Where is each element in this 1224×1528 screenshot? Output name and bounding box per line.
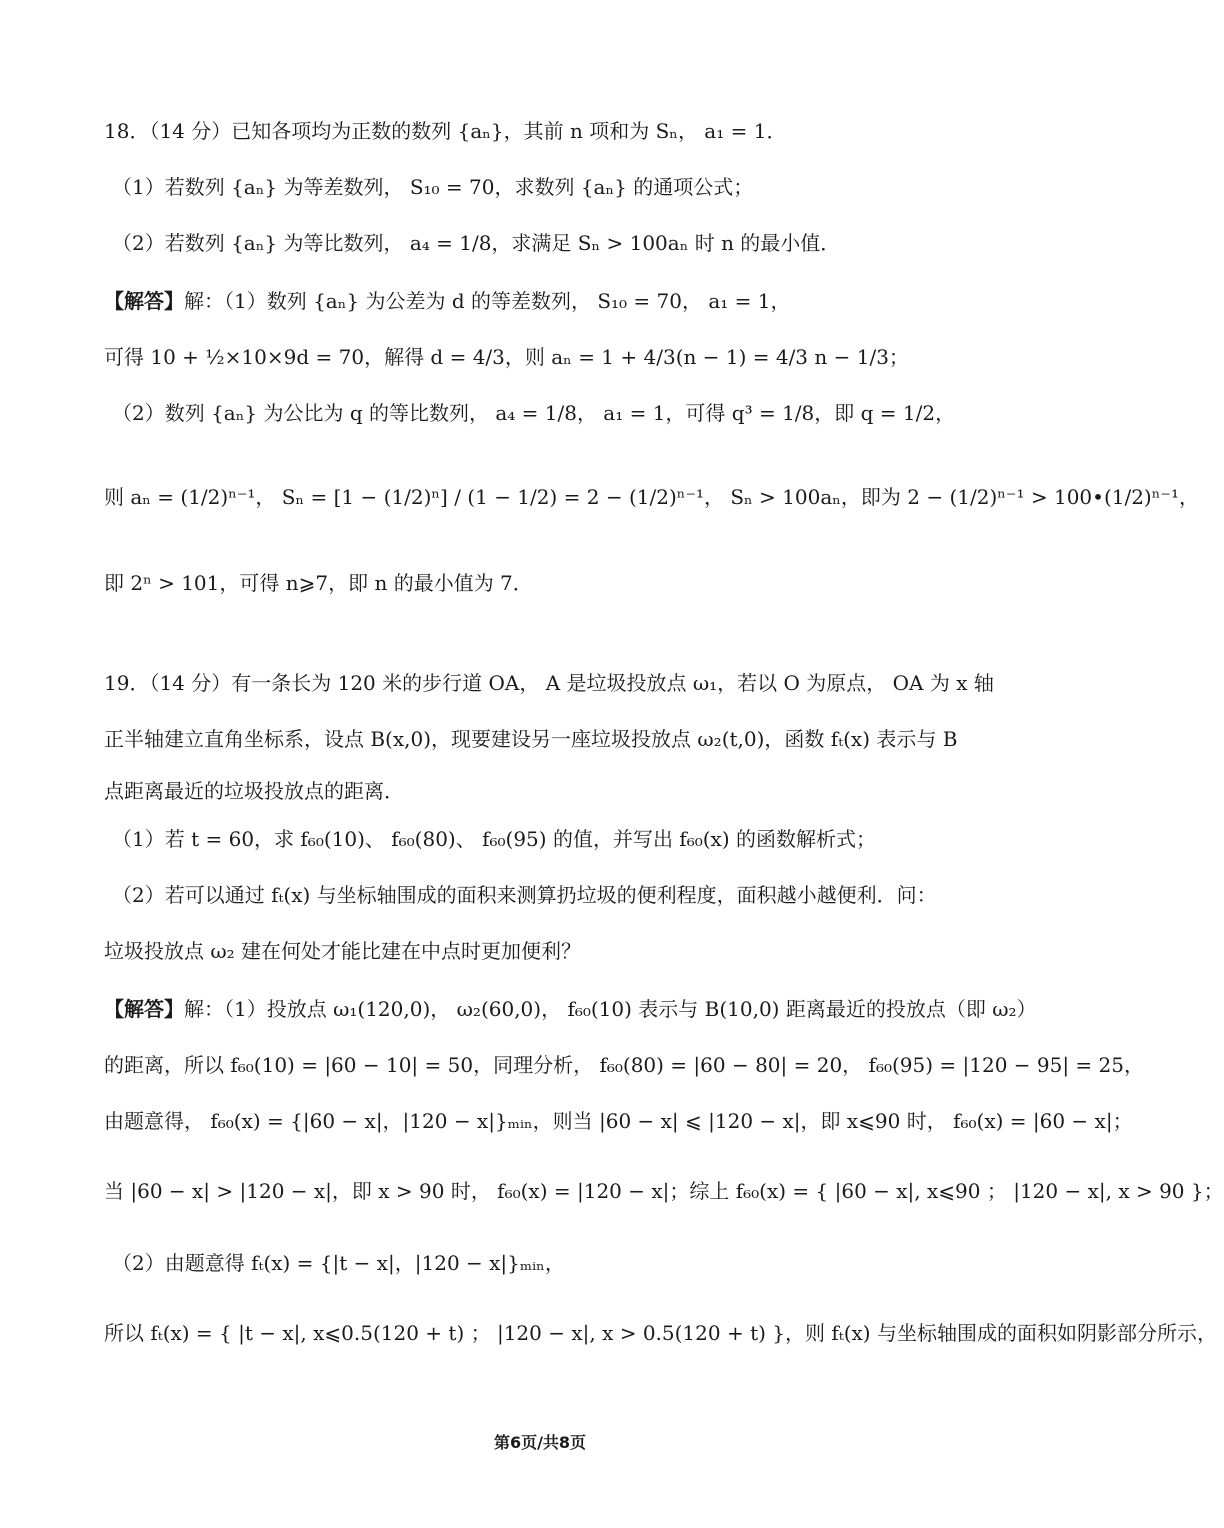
q18-answer-label: 【解答】	[104, 289, 184, 313]
q18-stem: 18．（14 分）已知各项均为正数的数列 {aₙ}，其前 n 项和为 Sₙ， a₁ = 1．	[104, 119, 787, 143]
q18-answer-line5: 即 2ⁿ > 101，可得 n⩾7，即 n 的最小值为 7．	[104, 571, 533, 595]
q19-stem-line3: 点距离最近的垃圾投放点的距离．	[104, 779, 404, 803]
q18-answer-line1	[104, 286, 980, 316]
q19-answer-text1: 解：（1）投放点 ω₁(120,0)， ω₂(60,0)， f₆₀(10) 表示与 B(10,0) 距离最近的投放点（即 ω₂）	[184, 997, 1037, 1021]
q19-answer-line3: 由题意得， f₆₀(x) = {|60 − x|，|120 − x|}ₘᵢₙ，则当 |60 − x| ⩽ |120 − x|，即 x⩽90 时， f₆₀(x) = |60 − x|；	[104, 1109, 1133, 1133]
q18-part2: （2）若数列 {aₙ} 为等比数列， a₄ = 1/8，求满足 Sₙ > 100aₙ 时 n 的最小值．	[112, 231, 841, 255]
q18-part1: （1）若数列 {aₙ} 为等差数列， S₁₀ = 70，求数列 {aₙ} 的通项公式；	[112, 175, 754, 199]
q19-part2-line1: （2）若可以通过 fₜ(x) 与坐标轴围成的面积来测算扔垃圾的便利程度，面积越小越便利．问：	[112, 883, 937, 907]
q19-answer-line1	[104, 994, 1037, 1024]
q19-part2-line2: 垃圾投放点 ω₂ 建在何处才能比建在中点时更加便利？	[104, 939, 582, 963]
q18-answer-line3: （2）数列 {aₙ} 为公比为 q 的等比数列， a₄ = 1/8， a₁ = 1，可得 q³ = 1/8，即 q = 1/2，	[112, 401, 956, 425]
q19-part1: （1）若 t = 60，求 f₆₀(10)、 f₆₀(80)、 f₆₀(95) 的值，并写出 f₆₀(x) 的函数解析式；	[112, 827, 876, 851]
q19-answer-line2: 的距离，所以 f₆₀(10) = |60 − 10| = 50，同理分析， f₆₀(80) = |60 − 80| = 20， f₆₀(95) = |120 − 95| = 25，	[104, 1053, 1144, 1077]
q18-answer-text1: 解：（1）数列 {aₙ} 为公差为 d 的等差数列， S₁₀ = 70， a₁ = 1，	[184, 289, 791, 313]
page-footer: 第6页/共8页	[493, 1433, 587, 1452]
q19-answer-line6: 所以 fₜ(x) = { |t − x|, x⩽0.5(120 + t) ； |120 − x|, x > 0.5(120 + t) }，则 fₜ(x) 与坐标轴围成的面积如阴影部分所示，	[104, 1321, 1217, 1345]
q18-answer-line2: 可得 10 + ½×10×9d = 70，解得 d = 4/3，则 aₙ = 1 + 4/3(n − 1) = 4/3 n − 1/3；	[104, 345, 909, 369]
q19-stem-line2: 正半轴建立直角坐标系，设点 B(x,0)，现要建设另一座垃圾投放点 ω₂(t,0)，函数 fₜ(x) 表示与 B	[104, 727, 958, 751]
q19-answer-label: 【解答】	[104, 997, 184, 1021]
q19-stem-line1: 19．（14 分）有一条长为 120 米的步行道 OA， A 是垃圾投放点 ω₁，若以 O 为原点， OA 为 x 轴	[104, 671, 994, 695]
q19-answer-line4: 当 |60 − x| > |120 − x|，即 x > 90 时， f₆₀(x) = |120 − x|；综上 f₆₀(x) = { |60 − x|, x⩽90 ； |120 − x|, x > 90 }；	[104, 1179, 1224, 1203]
q18-answer-line4: 则 aₙ = (1/2)ⁿ⁻¹， Sₙ = [1 − (1/2)ⁿ] / (1 − 1/2) = 2 − (1/2)ⁿ⁻¹， Sₙ > 100aₙ，即为 2 − (1/2)ⁿ⁻¹ > 100•(1/2)ⁿ⁻¹，	[104, 485, 1199, 509]
q19-answer-line5: （2）由题意得 fₜ(x) = {|t − x|，|120 − x|}ₘᵢₙ，	[112, 1251, 565, 1275]
